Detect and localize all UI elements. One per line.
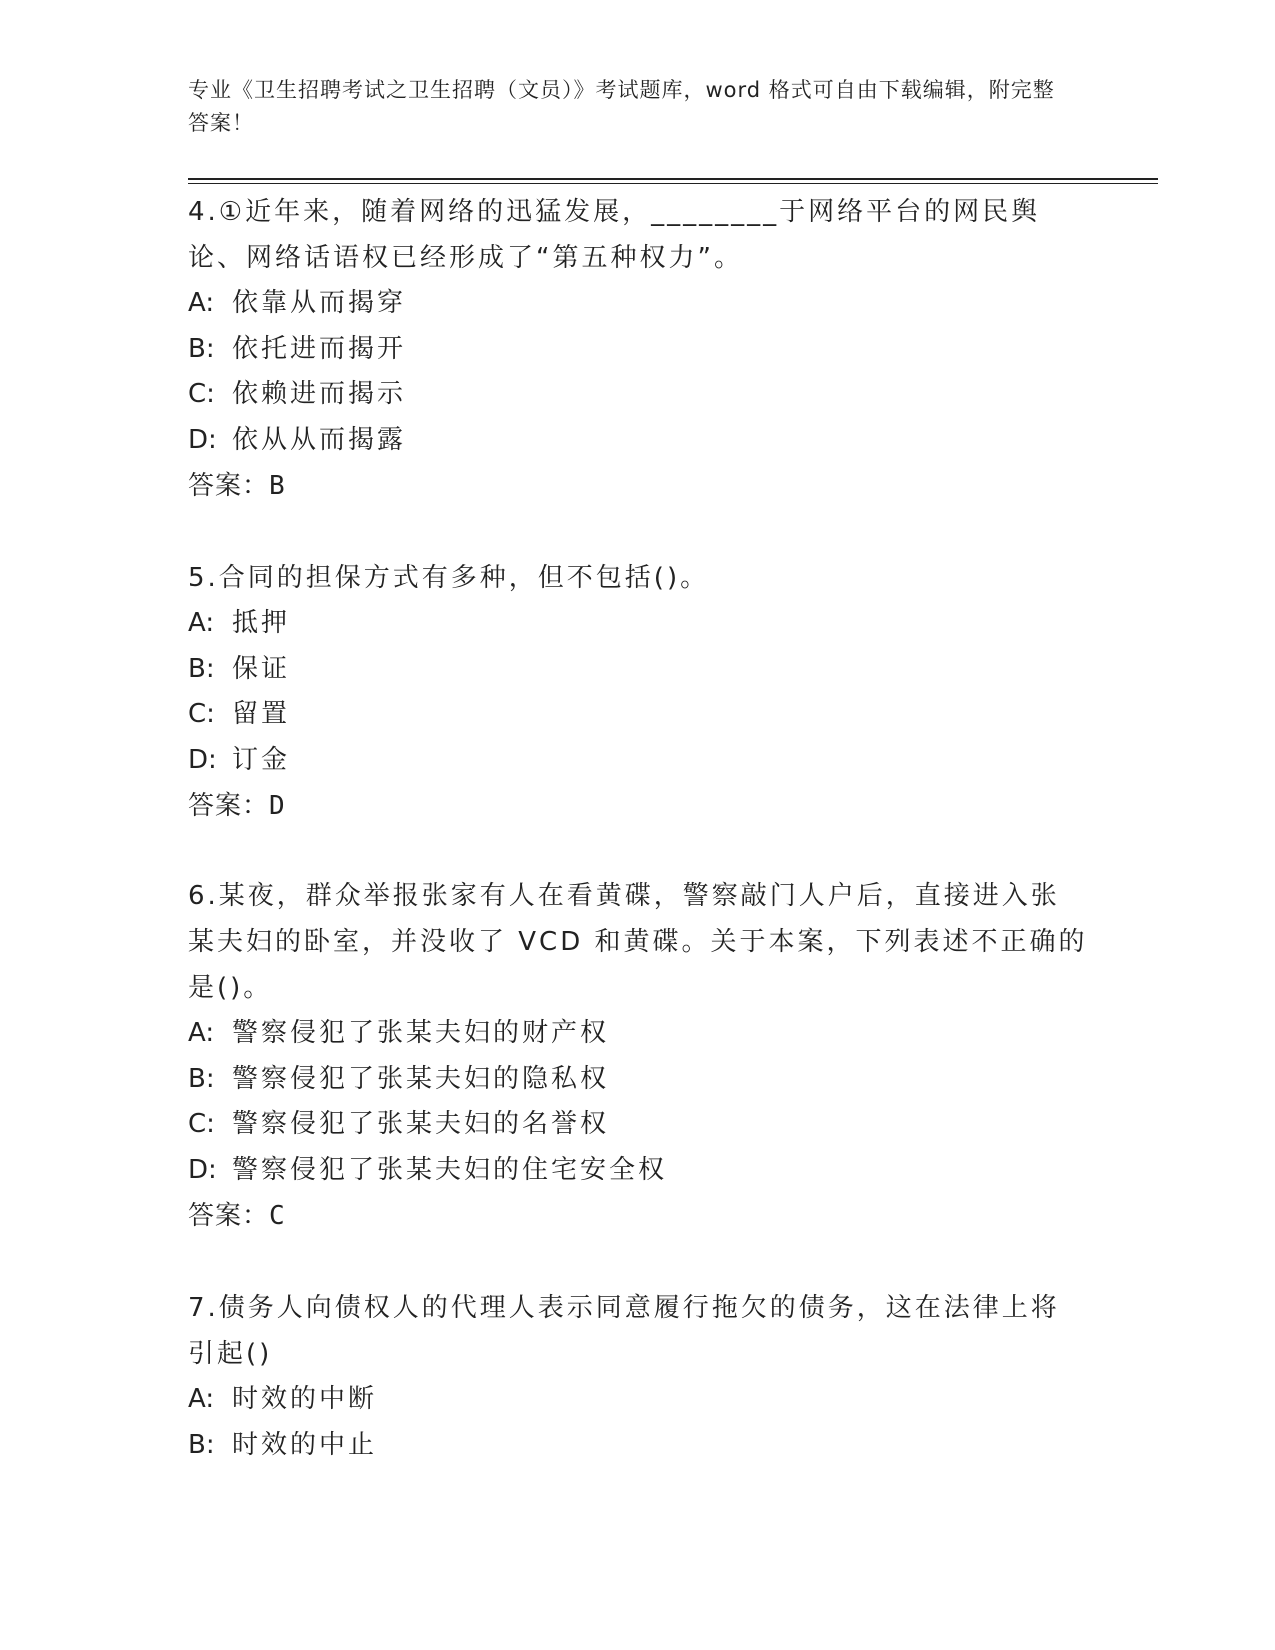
option-letter: A: — [188, 1384, 215, 1414]
question-7 — [188, 1285, 1088, 1468]
option-letter: D: — [188, 744, 217, 775]
option-a — [188, 601, 1088, 647]
option-c — [188, 372, 1088, 418]
question-4 — [188, 189, 1088, 509]
option-text: 订金 — [232, 744, 291, 775]
header-divider-thin — [188, 183, 1158, 184]
option-a — [188, 1011, 1088, 1057]
option-a — [188, 281, 1088, 327]
option-b — [188, 647, 1088, 693]
option-letter: A: — [188, 1018, 215, 1048]
answer-line — [188, 783, 1088, 829]
option-letter: A: — [188, 608, 215, 638]
option-letter: C: — [188, 1109, 215, 1139]
option-text: 警察侵犯了张某夫妇的财产权 — [232, 1018, 610, 1048]
option-text: 依赖进而揭示 — [232, 379, 407, 409]
option-text: 时效的中止 — [232, 1429, 378, 1460]
option-c — [188, 1102, 1088, 1148]
option-b — [188, 327, 1088, 373]
option-letter: B: — [188, 653, 215, 684]
header-divider-thick — [188, 178, 1158, 180]
answer-value: D — [269, 791, 286, 821]
answer-line — [188, 1193, 1088, 1239]
answer-label: 答案： — [188, 791, 270, 821]
option-text: 依从从而揭露 — [232, 424, 407, 455]
option-a — [188, 1377, 1088, 1423]
option-text: 警察侵犯了张某夫妇的名誉权 — [232, 1109, 610, 1139]
option-text: 时效的中断 — [232, 1384, 378, 1414]
option-text: 依靠从而揭穿 — [232, 288, 407, 318]
option-letter: B: — [188, 333, 215, 364]
question-stem: 7.债务人向债权人的代理人表示同意履行拖欠的债务，这在法律上将引起() — [188, 1293, 1060, 1369]
option-letter: B: — [188, 1429, 215, 1460]
option-d — [188, 1148, 1088, 1194]
question-stem: 4.①近年来，随着网络的迅猛发展，________于网络平台的网民舆论、网络话语权已经形成了“第五种权力”。 — [188, 197, 1041, 273]
option-text: 保证 — [232, 653, 291, 684]
answer-label: 答案： — [188, 471, 270, 501]
option-text: 警察侵犯了张某夫妇的隐私权 — [232, 1063, 610, 1094]
option-b — [188, 1057, 1088, 1103]
answer-label: 答案： — [188, 1201, 270, 1231]
option-letter: C: — [188, 699, 215, 729]
answer-value: C — [269, 1201, 286, 1231]
option-c — [188, 692, 1088, 738]
option-d — [188, 738, 1088, 784]
question-stem: 5.合同的担保方式有多种，但不包括()。 — [188, 563, 710, 593]
option-d — [188, 418, 1088, 464]
option-letter: D: — [188, 1154, 217, 1185]
option-text: 依托进而揭开 — [232, 333, 407, 364]
option-letter: D: — [188, 424, 217, 455]
option-b — [188, 1423, 1088, 1469]
option-letter: B: — [188, 1063, 215, 1094]
option-text: 留置 — [232, 699, 291, 729]
question-stem: 6.某夜，群众举报张家有人在看黄碟，警察敲门人户后，直接进入张某夫妇的卧室，并没收了 VCD 和黄碟。关于本案，下列表述不正确的是()。 — [188, 881, 1088, 1003]
option-letter: C: — [188, 379, 215, 409]
option-letter: A: — [188, 288, 215, 318]
answer-value: B — [269, 471, 286, 501]
option-text: 警察侵犯了张某夫妇的住宅安全权 — [232, 1154, 668, 1185]
answer-line — [188, 463, 1088, 509]
option-text: 抵押 — [232, 608, 291, 638]
question-5 — [188, 555, 1088, 829]
question-6 — [188, 873, 1088, 1239]
document-header: 专业《卫生招聘考试之卫生招聘（文员）》考试题库，word 格式可自由下载编辑，附完整答案！ — [188, 78, 1055, 135]
